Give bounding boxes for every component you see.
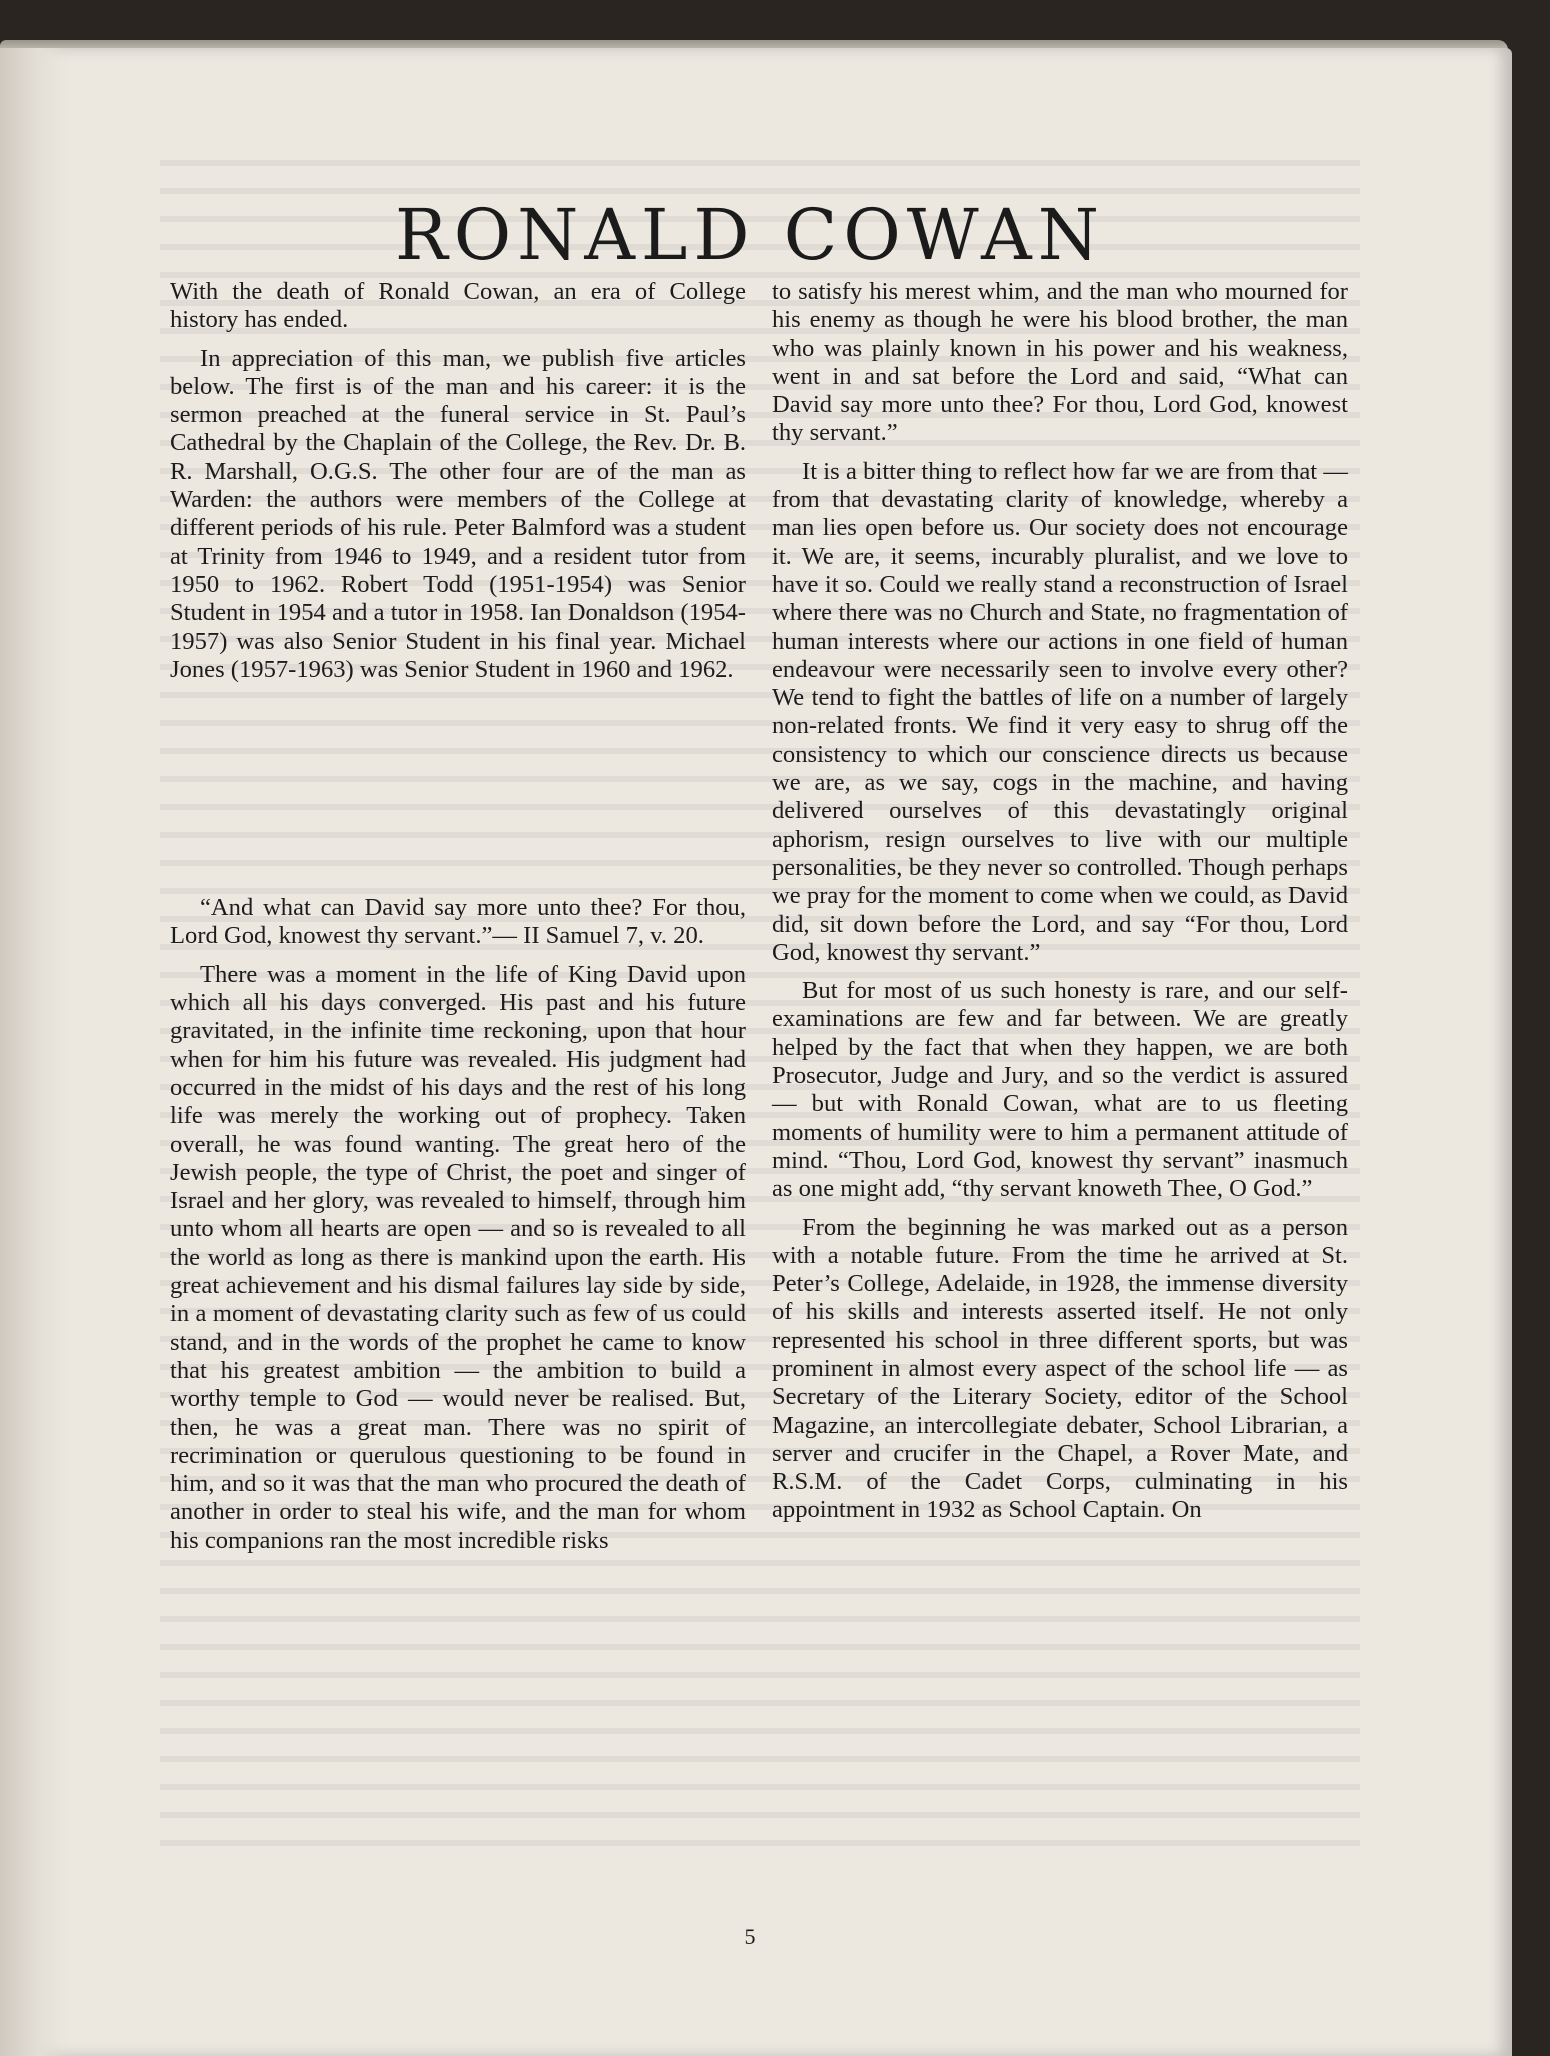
- body-paragraph: to satisfy his merest whim, and the man who mourned for his enemy as though he were his blood brother, the man who was plainly known in his power and his weakness, went in and sat before the Lord and said, “What can David say more unto thee? For thou, Lord God, knowest thy servant.”: [772, 278, 1348, 447]
- sermon-paragraph: There was a moment in the life of King David upon which all his days converged. His past and his future gravitated, in the infinite time reckoning, upon that hour when for him his future was revealed. His judgment had occurred in the midst of his days and the rest of his long life was merely the working out of prophecy. Taken overall, he was found wanting. The great hero of the Jewish people, the type of Christ, the poet and singer of Israel and her glory, was revealed to himself, through him unto whom all hearts are open — and so is revealed to all the world as long as there is mankind upon the earth. His great achievement and his dismal failures lay side by side, in a moment of devastating clarity such as few of us could stand, and in the words of the prophet he came to know that his greatest ambition — the ambition to build a worthy temple to God — would never be realised. But, then, he was a great man. There was no spirit of recrimination or querulous questioning to be found in him, and so it was that the man who procured the death of another in order to steal his wife, and the man for whom his companions ran the most incredible risks: [170, 960, 746, 1554]
- body-paragraph: But for most of us such honesty is rare, and our self-examinations are few and far between. We are greatly helped by the fact that when they happen, we are both Prosecutor, Judge and Jury, and so the verdict is assured — but with Ronald Cowan, what are to us fleeting moments of humility were to him a permanent attitude of mind. “Thou, Lord God, knowest thy servant” inasmuch as one might add, “thy servant knoweth Thee, O God.”: [772, 977, 1348, 1203]
- page-number: 5: [744, 1924, 756, 1949]
- left-column: [170, 278, 746, 1565]
- article-title: RONALD COWAN: [395, 194, 1105, 276]
- intro-paragraph: With the death of Ronald Cowan, an era of College history has ended.: [170, 278, 746, 334]
- right-column: [772, 278, 1348, 1535]
- epigraph: “And what can David say more unto thee? For thou, Lord God, knowest thy servant.”— II Samuel 7, v. 20.: [170, 894, 746, 950]
- binding-gutter: [0, 48, 70, 2056]
- body-paragraph: From the beginning he was marked out as a person with a notable future. From the time he arrived at St. Peter’s College, Adelaide, in 1928, the immense diversity of his skills and interests asserted itself. He not only represented his school in three different sports, but was prominent in almost every aspect of the school life — as Secretary of the Literary Society, editor of the School Magazine, an intercollegiate debater, School Librarian, a server and crucifer in the Chapel, a Rover Mate, and R.S.M. of the Cadet Corps, culminating in his appointment in 1932 as School Captain. On: [772, 1213, 1348, 1524]
- section-gap: [170, 694, 746, 894]
- body-paragraph: It is a bitter thing to reflect how far we are from that — from that devastating clarity of knowledge, whereby a man lies open before us. Our society does not encourage it. We are, it seems, incurably pluralist, and we love to have it so. Could we really stand a reconstruction of Israel where there was no Church and State, no fragmentation of human interests where our actions in one field of human endeavour were necessarily seen to involve every other? We tend to fight the battles of life on a number of largely non-related fronts. We find it very easy to shrug off the consistency to which our conscience directs us because we are, as we say, cogs in the machine, and having delivered ourselves of this devastatingly original aphorism, resign ourselves to live with our multiple personalities, be they never so controlled. Though perhaps we pray for the moment to come when we could, as David did, sit down before the Lord, and say “For thou, Lord God, knowest thy servant.”: [772, 457, 1348, 966]
- intro-paragraph: In appreciation of this man, we publish five articles below. The first is of the man and his career: it is the sermon preached at the funeral service in St. Paul’s Cathedral by the Chaplain of the College, the Rev. Dr. B. R. Marshall, O.G.S. The other four are of the man as Warden: the authors were members of the College at different periods of his rule. Peter Balmford was a student at Trinity from 1946 to 1949, and a resident tutor from 1950 to 1962. Robert Todd (1951-1954) was Senior Student in 1954 and a tutor in 1958. Ian Donaldson (1954-1957) was also Senior Student in his final year. Michael Jones (1957-1963) was Senior Student in 1960 and 1962.: [170, 344, 746, 683]
